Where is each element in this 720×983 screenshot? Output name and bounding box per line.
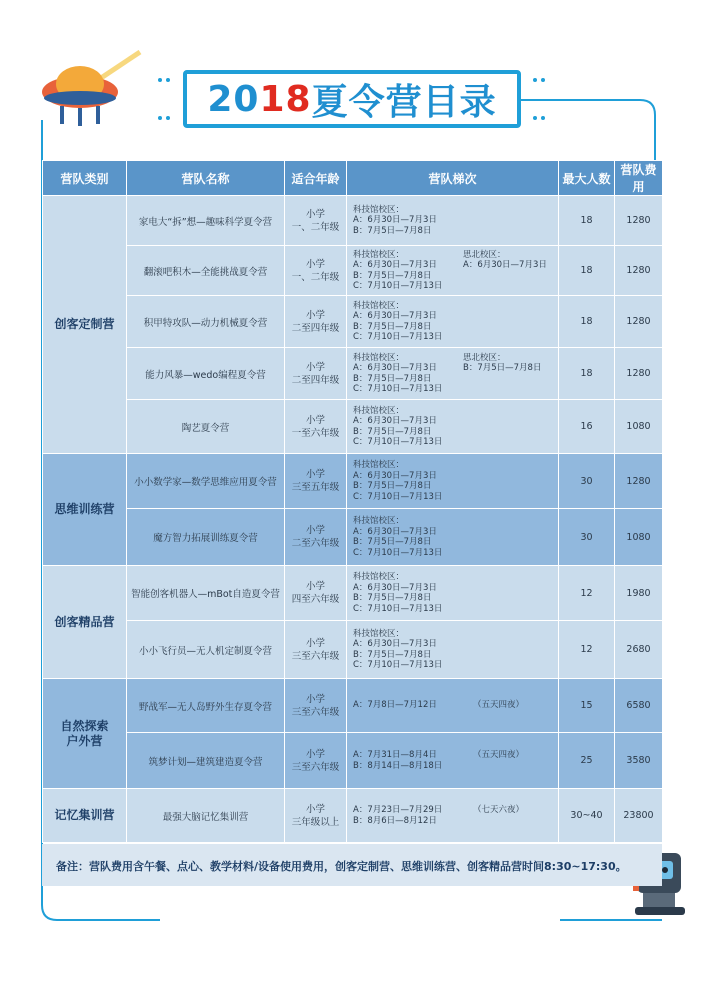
schedule-line: C：7月10日—7月13日 bbox=[353, 384, 443, 394]
age-cell bbox=[285, 621, 347, 679]
schedule-line: 科技馆校区： bbox=[353, 572, 405, 582]
age-line: 一、二年级 bbox=[291, 221, 340, 233]
schedule-line: 科技馆校区： bbox=[353, 628, 405, 639]
header-category: 营队类别 bbox=[43, 161, 127, 196]
age-line: 三至六年级 bbox=[291, 650, 340, 662]
header-fee: 营队费用 bbox=[615, 161, 663, 196]
title-year-highlight: 18 bbox=[259, 78, 312, 120]
camp-name: 野战军—无人岛野外生存夏令营 bbox=[127, 679, 285, 733]
schedule-cell bbox=[347, 621, 559, 679]
footnote: 备注：营队费用含午餐、点心、教学材料/设备使用费用，创客定制营、思维训练营、创客精品营时间8:30~17:30。 bbox=[42, 844, 662, 886]
table-row bbox=[43, 296, 663, 348]
schedule-cell bbox=[347, 679, 559, 733]
fee: 1280 bbox=[615, 296, 663, 348]
schedule-line-alt: 思北校区： bbox=[463, 352, 506, 363]
fee: 1980 bbox=[615, 566, 663, 621]
max-count: 15 bbox=[559, 679, 615, 733]
schedule-line: A：6月30日—7月3日 bbox=[353, 215, 437, 226]
schedule-line: B：7月5日—7月8日 bbox=[353, 270, 432, 281]
age-line: 一至六年级 bbox=[291, 427, 340, 439]
max-count: 12 bbox=[559, 566, 615, 621]
camp-name: 翻滚吧积木—全能挑战夏令营 bbox=[127, 246, 285, 296]
camp-name: 魔方智力拓展训练夏令营 bbox=[127, 509, 285, 566]
schedule-line: A：6月30日—7月3日 bbox=[353, 526, 437, 537]
schedule-line: A：6月30日—7月3日 bbox=[353, 416, 437, 426]
table-body bbox=[43, 196, 663, 843]
category-cell bbox=[43, 454, 127, 566]
fee: 1080 bbox=[615, 400, 663, 454]
schedule-line: B：8月14日—8月18日 bbox=[353, 760, 443, 771]
schedule-cell bbox=[347, 246, 559, 296]
table-row bbox=[43, 509, 663, 566]
schedule-cell bbox=[347, 454, 559, 509]
schedule-line: A：7月23日—7月29日 bbox=[353, 805, 443, 815]
age-line: 三至五年级 bbox=[291, 482, 340, 493]
category-label: 记忆集训营 bbox=[54, 808, 115, 822]
max-count: 18 bbox=[559, 196, 615, 246]
category-label: 创客定制营 bbox=[54, 317, 115, 331]
title-year-part: 20 bbox=[207, 78, 260, 120]
schedule-line: B：8月6日—8月12日 bbox=[353, 815, 437, 826]
age-line: 小学 bbox=[305, 469, 325, 480]
age-cell bbox=[285, 733, 347, 789]
table-row bbox=[43, 679, 663, 733]
age-cell bbox=[285, 296, 347, 348]
category-cell bbox=[43, 789, 127, 843]
schedule-line: B：7月5日—7月8日 bbox=[353, 649, 432, 660]
schedule-line: C：7月10日—7月13日 bbox=[353, 547, 443, 558]
schedule-line: C：7月10日—7月13日 bbox=[353, 660, 443, 670]
schedule-line: B：7月5日—7月8日 bbox=[353, 537, 432, 547]
max-count: 12 bbox=[559, 621, 615, 679]
schedule-line: A：6月30日—7月3日 bbox=[353, 311, 437, 321]
category-cell bbox=[43, 566, 127, 679]
fee: 1280 bbox=[615, 196, 663, 246]
age-line: 二至四年级 bbox=[291, 322, 340, 334]
schedule-line: B：7月5日—7月8日 bbox=[353, 426, 432, 437]
age-cell bbox=[285, 400, 347, 454]
age-cell bbox=[285, 454, 347, 509]
table-row bbox=[43, 348, 663, 400]
fee: 1080 bbox=[615, 509, 663, 566]
age-line: 小学 bbox=[305, 581, 325, 592]
schedule-line: B：7月5日—7月8日 bbox=[353, 593, 432, 603]
schedule-line: A：6月30日—7月3日 bbox=[353, 639, 437, 649]
age-cell bbox=[285, 348, 347, 400]
schedule-cell bbox=[347, 196, 559, 246]
page-title bbox=[183, 70, 521, 128]
schedule-line: 科技馆校区： bbox=[353, 405, 405, 416]
max-count: 18 bbox=[559, 246, 615, 296]
camp-name: 陶艺夏令营 bbox=[127, 400, 285, 454]
schedule-line: B：7月5日—7月8日 bbox=[353, 481, 432, 491]
camp-name: 家电大“拆”想—趣味科学夏令营 bbox=[127, 196, 285, 246]
table-row bbox=[43, 789, 663, 843]
age-line: 二至四年级 bbox=[291, 374, 340, 386]
age-line: 小学 bbox=[305, 361, 325, 373]
age-line: 小学 bbox=[305, 414, 325, 426]
age-line: 小学 bbox=[305, 748, 325, 760]
category-label: 创客精品营 bbox=[54, 614, 115, 629]
table-row bbox=[43, 454, 663, 509]
schedule-cell bbox=[347, 789, 559, 843]
age-line: 小学 bbox=[305, 309, 325, 321]
age-line: 小学 bbox=[305, 803, 325, 815]
schedule-cell bbox=[347, 566, 559, 621]
schedule-line-alt: A：6月30日—7月3日 bbox=[463, 260, 547, 270]
age-line: 小学 bbox=[305, 258, 325, 270]
schedule-cell bbox=[347, 400, 559, 454]
camp-name: 积甲特攻队—动力机械夏令营 bbox=[127, 296, 285, 348]
schedule-cell bbox=[347, 509, 559, 566]
max-count: 30~40 bbox=[559, 789, 615, 843]
schedule-cell bbox=[347, 733, 559, 789]
age-line: 三年级以上 bbox=[291, 816, 340, 828]
camp-name: 能力风暴—wedo编程夏令营 bbox=[127, 348, 285, 400]
age-line: 四至六年级 bbox=[291, 594, 340, 605]
category-cell bbox=[43, 679, 127, 789]
table-row bbox=[43, 196, 663, 246]
camp-name: 小小飞行员—无人机定制夏令营 bbox=[127, 621, 285, 679]
camp-name: 智能创客机器人—mBot自造夏令营 bbox=[127, 566, 285, 621]
header-age: 适合年龄 bbox=[285, 161, 347, 196]
age-line: 小学 bbox=[305, 693, 325, 705]
fee: 1280 bbox=[615, 454, 663, 509]
schedule-cell bbox=[347, 348, 559, 400]
camp-name: 小小数学家—数学思维应用夏令营 bbox=[127, 454, 285, 509]
fee: 1280 bbox=[615, 348, 663, 400]
age-line: 小学 bbox=[305, 637, 325, 649]
header-name: 营队名称 bbox=[127, 161, 285, 196]
max-count: 25 bbox=[559, 733, 615, 789]
camp-name: 最强大脑记忆集训营 bbox=[127, 789, 285, 843]
camp-table bbox=[42, 160, 662, 843]
age-cell bbox=[285, 789, 347, 843]
category-label: 自然探索户外营 bbox=[60, 718, 109, 748]
schedule-line: 科技馆校区： bbox=[353, 249, 405, 260]
age-line: 二至六年级 bbox=[291, 538, 340, 549]
schedule-cell bbox=[347, 296, 559, 348]
age-cell bbox=[285, 246, 347, 296]
table-row bbox=[43, 246, 663, 296]
schedule-line: C：7月10日—7月13日 bbox=[353, 332, 443, 342]
table-row bbox=[43, 621, 663, 679]
header-schedule: 营队梯次 bbox=[347, 161, 559, 196]
table-row bbox=[43, 733, 663, 789]
category-cell bbox=[43, 196, 127, 454]
table-row bbox=[43, 566, 663, 621]
age-cell bbox=[285, 566, 347, 621]
duration-note: （七天六夜） bbox=[473, 805, 525, 815]
age-line: 三至六年级 bbox=[291, 706, 340, 718]
schedule-line: B：7月5日—7月8日 bbox=[353, 225, 432, 236]
schedule-line-alt: 思北校区： bbox=[463, 249, 506, 260]
title-text: 夏令营目录 bbox=[311, 81, 497, 123]
max-count: 16 bbox=[559, 400, 615, 454]
age-line: 小学 bbox=[305, 208, 325, 220]
schedule-line: A：6月30日—7月3日 bbox=[353, 582, 437, 593]
schedule-line: C：7月10日—7月13日 bbox=[353, 281, 443, 291]
max-count: 18 bbox=[559, 348, 615, 400]
schedule-line: 科技馆校区： bbox=[353, 460, 405, 470]
schedule-line: A：7月8日—7月12日 bbox=[353, 700, 437, 711]
schedule-line: A：6月30日—7月3日 bbox=[353, 260, 437, 270]
schedule-line: C：7月10日—7月13日 bbox=[353, 491, 443, 502]
max-count: 30 bbox=[559, 509, 615, 566]
fee: 2680 bbox=[615, 621, 663, 679]
age-cell bbox=[285, 509, 347, 566]
max-count: 18 bbox=[559, 296, 615, 348]
schedule-line: A：6月30日—7月3日 bbox=[353, 363, 437, 373]
header-max: 最大人数 bbox=[559, 161, 615, 196]
schedule-line-alt: B：7月5日—7月8日 bbox=[463, 363, 542, 373]
schedule-line: 科技馆校区： bbox=[353, 204, 405, 215]
schedule-line: C：7月10日—7月13日 bbox=[353, 437, 443, 447]
age-cell bbox=[285, 196, 347, 246]
table-header-row bbox=[43, 161, 663, 196]
schedule-line: 科技馆校区： bbox=[353, 516, 405, 526]
camp-name: 筑梦计划—建筑建造夏令营 bbox=[127, 733, 285, 789]
duration-note: （五天四夜） bbox=[473, 700, 525, 711]
fee: 6580 bbox=[615, 679, 663, 733]
fee: 1280 bbox=[615, 246, 663, 296]
ufo-icon bbox=[40, 50, 150, 140]
schedule-line: B：7月5日—7月8日 bbox=[353, 373, 432, 384]
age-cell bbox=[285, 679, 347, 733]
fee: 3580 bbox=[615, 733, 663, 789]
table-row bbox=[43, 400, 663, 454]
age-line: 一、二年级 bbox=[291, 271, 340, 283]
duration-note: （五天四夜） bbox=[473, 750, 525, 760]
schedule-line: A：7月31日—8月4日 bbox=[353, 750, 437, 760]
fee: 23800 bbox=[615, 789, 663, 843]
schedule-line: 科技馆校区： bbox=[353, 300, 405, 311]
category-label: 思维训练营 bbox=[54, 502, 115, 516]
schedule-line: C：7月10日—7月13日 bbox=[353, 603, 443, 614]
schedule-line: 科技馆校区： bbox=[353, 352, 405, 363]
age-line: 三至六年级 bbox=[291, 761, 340, 773]
schedule-line: B：7月5日—7月8日 bbox=[353, 321, 432, 332]
max-count: 30 bbox=[559, 454, 615, 509]
schedule-line: A：6月30日—7月3日 bbox=[353, 470, 437, 481]
age-line: 小学 bbox=[305, 525, 325, 536]
